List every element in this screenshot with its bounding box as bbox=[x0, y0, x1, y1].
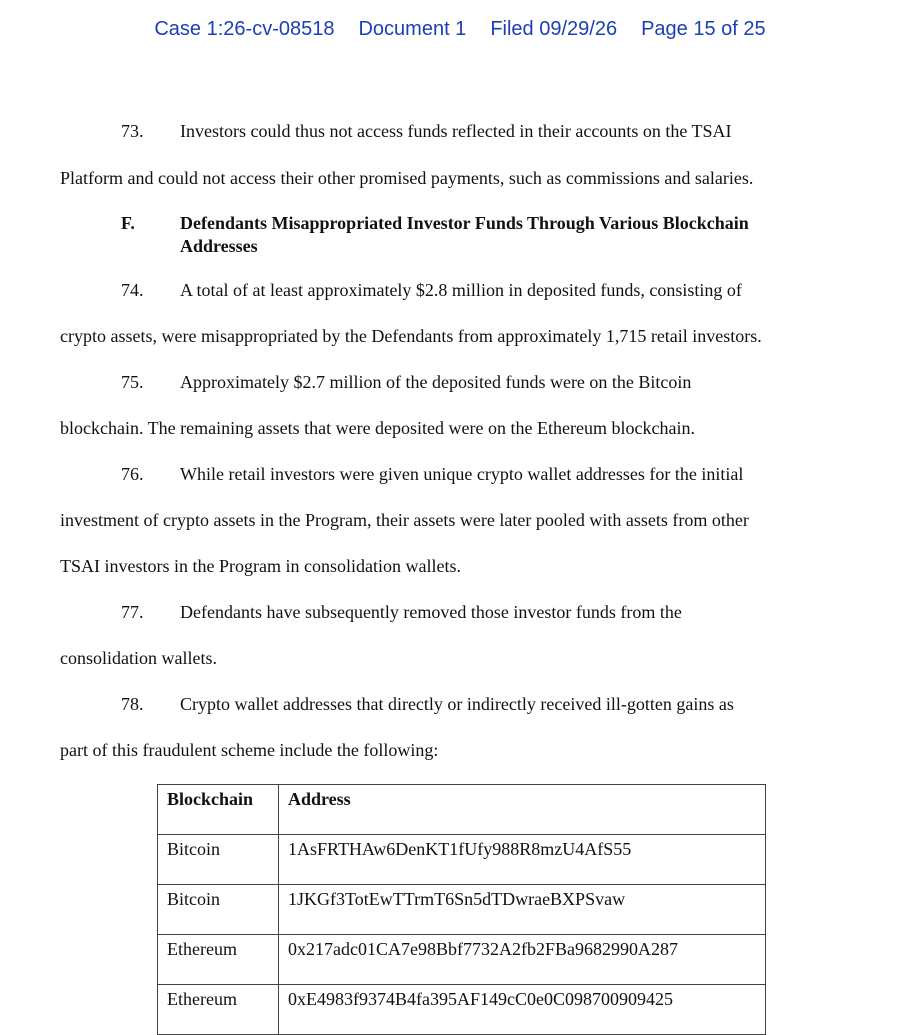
column-header-blockchain: Blockchain bbox=[158, 785, 279, 835]
paragraph-78-line: part of this fraudulent scheme include the following: bbox=[60, 740, 439, 760]
paragraph-number: 75. bbox=[121, 372, 144, 392]
paragraph-73-line: Platform and could not access their other promised payments, such as commissions and salaries. bbox=[60, 168, 754, 188]
paragraph-77-line: consolidation wallets. bbox=[60, 648, 217, 668]
table-row bbox=[158, 835, 766, 885]
address-cell: 1AsFRTHAw6DenKT1fUfy988R8mzU4AfS55 bbox=[279, 835, 766, 885]
table-row bbox=[158, 885, 766, 935]
section-letter: F. bbox=[121, 213, 135, 233]
paragraph-76-line: TSAI investors in the Program in consolidation wallets. bbox=[60, 556, 461, 576]
section-heading: Addresses bbox=[180, 236, 258, 256]
paragraph-76-line: While retail investors were given unique crypto wallet addresses for the initial bbox=[180, 464, 744, 484]
paragraph-76-line: investment of crypto assets in the Program, their assets were later pooled with assets from other bbox=[60, 510, 749, 530]
paragraph-74-line: crypto assets, were misappropriated by the Defendants from approximately 1,715 retail investors. bbox=[60, 326, 762, 346]
document-header bbox=[0, 18, 920, 41]
paragraph-number: 78. bbox=[121, 694, 144, 714]
address-cell: 0x217adc01CA7e98Bbf7732A2fb2FBa9682990A287 bbox=[279, 935, 766, 985]
wallet-address-table bbox=[157, 784, 766, 1035]
column-header-address: Address bbox=[279, 785, 766, 835]
paragraph-75-line: Approximately $2.7 million of the deposited funds were on the Bitcoin bbox=[180, 372, 692, 392]
paragraph-75-line: blockchain. The remaining assets that were deposited were on the Ethereum blockchain. bbox=[60, 418, 695, 438]
paragraph-77-line: Defendants have subsequently removed those investor funds from the bbox=[180, 602, 682, 622]
address-cell: 1JKGf3TotEwTTrmT6Sn5dTDwraeBXPSvaw bbox=[279, 885, 766, 935]
table-row bbox=[158, 935, 766, 985]
table-header-row bbox=[158, 785, 766, 835]
blockchain-cell: Ethereum bbox=[158, 935, 279, 985]
page-number: Page 15 of 25 bbox=[641, 18, 766, 40]
paragraph-number: 74. bbox=[121, 280, 144, 300]
blockchain-cell: Ethereum bbox=[158, 985, 279, 1035]
paragraph-74-line: A total of at least approximately $2.8 million in deposited funds, consisting of bbox=[180, 280, 742, 300]
document-number: Document 1 bbox=[358, 18, 467, 40]
paragraph-78-line: Crypto wallet addresses that directly or indirectly received ill-gotten gains as bbox=[180, 694, 734, 714]
table-row bbox=[158, 985, 766, 1035]
paragraph-73-line: Investors could thus not access funds reflected in their accounts on the TSAI bbox=[180, 121, 732, 141]
address-cell: 0xE4983f9374B4fa395AF149cC0e0C098700909425 bbox=[279, 985, 766, 1035]
filed-date: Filed 09/29/26 bbox=[490, 18, 618, 40]
blockchain-cell: Bitcoin bbox=[158, 835, 279, 885]
paragraph-number: 73. bbox=[121, 121, 144, 141]
case-number: Case 1:26-cv-08518 bbox=[154, 18, 335, 40]
paragraph-number: 77. bbox=[121, 602, 144, 622]
blockchain-cell: Bitcoin bbox=[158, 885, 279, 935]
section-heading: Defendants Misappropriated Investor Funds Through Various Blockchain bbox=[180, 213, 749, 233]
paragraph-number: 76. bbox=[121, 464, 144, 484]
